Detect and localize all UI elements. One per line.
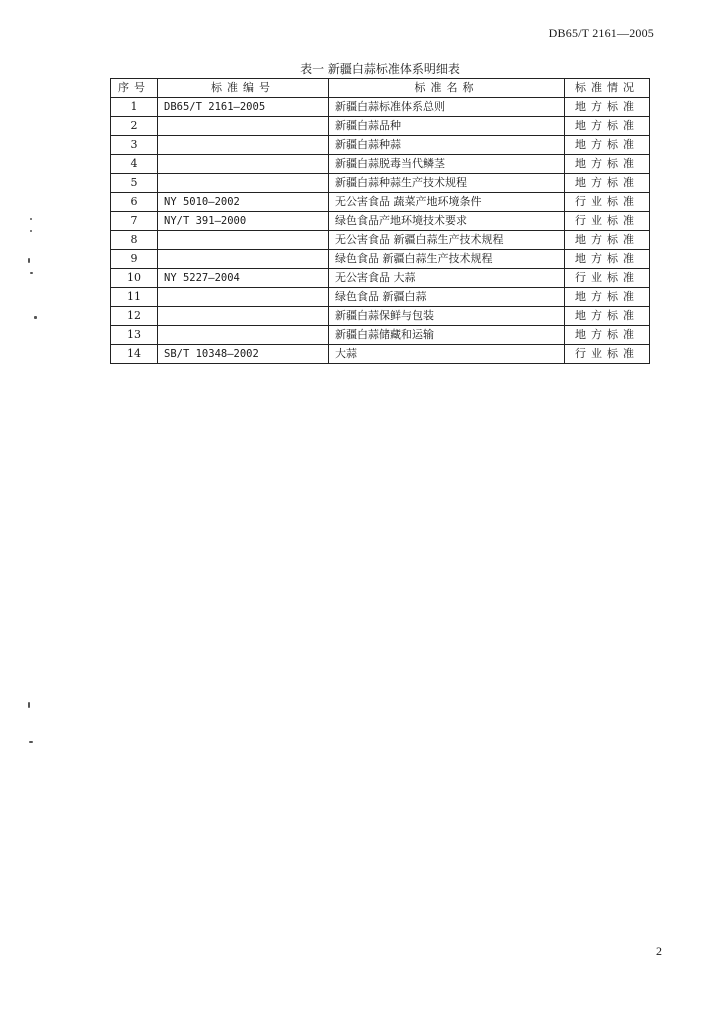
standard-status-cell: 地方标准 — [565, 174, 650, 193]
row-number-cell: 11 — [111, 288, 158, 307]
standard-status-cell: 地方标准 — [565, 307, 650, 326]
table-row — [111, 307, 650, 326]
table-header-row — [111, 79, 650, 98]
table-body — [111, 98, 650, 364]
standard-name-cell: 无公害食品 新疆白蒜生产技术规程 — [329, 231, 565, 250]
scan-speck — [34, 316, 37, 319]
standard-name-cell: 大蒜 — [329, 345, 565, 364]
standard-name-cell: 绿色食品产地环境技术要求 — [329, 212, 565, 231]
column-header-name: 标准名称 — [329, 79, 565, 98]
table-row — [111, 193, 650, 212]
document-code-header: DB65/T 2161—2005 — [548, 26, 654, 40]
standards-table — [110, 78, 650, 364]
row-number-cell: 4 — [111, 155, 158, 174]
table-row — [111, 288, 650, 307]
row-number-cell: 6 — [111, 193, 158, 212]
row-number-cell: 7 — [111, 212, 158, 231]
scan-speck — [30, 272, 33, 274]
row-number-cell: 9 — [111, 250, 158, 269]
row-number-cell: 14 — [111, 345, 158, 364]
column-header-status: 标准情况 — [565, 79, 650, 98]
standard-status-cell: 地方标准 — [565, 155, 650, 174]
standard-code-cell: SB/T 10348—2002 — [158, 345, 329, 364]
scan-speck — [28, 258, 30, 263]
standard-status-cell: 行业标准 — [565, 212, 650, 231]
table-row — [111, 345, 650, 364]
standard-status-cell: 地方标准 — [565, 231, 650, 250]
column-header-no: 序号 — [111, 79, 158, 98]
standard-code-cell — [158, 231, 329, 250]
table-row — [111, 136, 650, 155]
table-row — [111, 326, 650, 345]
standard-code-cell: NY 5010—2002 — [158, 193, 329, 212]
standard-code-cell: DB65/T 2161—2005 — [158, 98, 329, 117]
standard-name-cell: 无公害食品 大蒜 — [329, 269, 565, 288]
scan-speck — [30, 218, 32, 220]
row-number-cell: 2 — [111, 117, 158, 136]
table-row — [111, 269, 650, 288]
row-number-cell: 8 — [111, 231, 158, 250]
standard-code-cell — [158, 155, 329, 174]
standard-name-cell: 新疆白蒜种蒜 — [329, 136, 565, 155]
column-header-code: 标准编号 — [158, 79, 329, 98]
standard-code-cell — [158, 117, 329, 136]
table-row — [111, 250, 650, 269]
standard-status-cell: 地方标准 — [565, 288, 650, 307]
standard-name-cell: 新疆白蒜标准体系总则 — [329, 98, 565, 117]
row-number-cell: 1 — [111, 98, 158, 117]
standard-code-cell — [158, 307, 329, 326]
standard-name-cell: 新疆白蒜品种 — [329, 117, 565, 136]
table-row — [111, 117, 650, 136]
scan-speck — [29, 741, 33, 743]
standard-name-cell: 绿色食品 新疆白蒜 — [329, 288, 565, 307]
standard-status-cell: 地方标准 — [565, 326, 650, 345]
row-number-cell: 10 — [111, 269, 158, 288]
scan-speck — [28, 702, 30, 708]
standard-name-cell: 新疆白蒜保鲜与包装 — [329, 307, 565, 326]
table-row — [111, 231, 650, 250]
table-row — [111, 174, 650, 193]
row-number-cell: 5 — [111, 174, 158, 193]
row-number-cell: 3 — [111, 136, 158, 155]
standard-status-cell: 地方标准 — [565, 98, 650, 117]
table-row — [111, 155, 650, 174]
standard-code-cell — [158, 326, 329, 345]
standard-status-cell: 行业标准 — [565, 269, 650, 288]
standard-name-cell: 无公害食品 蔬菜产地环境条件 — [329, 193, 565, 212]
standard-code-cell — [158, 250, 329, 269]
table-row — [111, 212, 650, 231]
page-number: 2 — [656, 944, 662, 958]
standard-status-cell: 地方标准 — [565, 136, 650, 155]
standard-status-cell: 行业标准 — [565, 193, 650, 212]
standard-name-cell: 新疆白蒜储藏和运输 — [329, 326, 565, 345]
scan-speck — [30, 230, 32, 232]
standard-code-cell: NY/T 391—2000 — [158, 212, 329, 231]
standard-code-cell — [158, 174, 329, 193]
standard-code-cell — [158, 136, 329, 155]
table-caption: 表一 新疆白蒜标准体系明细表 — [300, 62, 460, 76]
row-number-cell: 12 — [111, 307, 158, 326]
standard-status-cell: 地方标准 — [565, 117, 650, 136]
table-row — [111, 98, 650, 117]
standard-name-cell: 新疆白蒜种蒜生产技术规程 — [329, 174, 565, 193]
standard-name-cell: 绿色食品 新疆白蒜生产技术规程 — [329, 250, 565, 269]
standard-name-cell: 新疆白蒜脱毒当代鳞茎 — [329, 155, 565, 174]
standard-code-cell — [158, 288, 329, 307]
row-number-cell: 13 — [111, 326, 158, 345]
standard-code-cell: NY 5227—2004 — [158, 269, 329, 288]
standard-status-cell: 地方标准 — [565, 250, 650, 269]
standard-status-cell: 行业标准 — [565, 345, 650, 364]
